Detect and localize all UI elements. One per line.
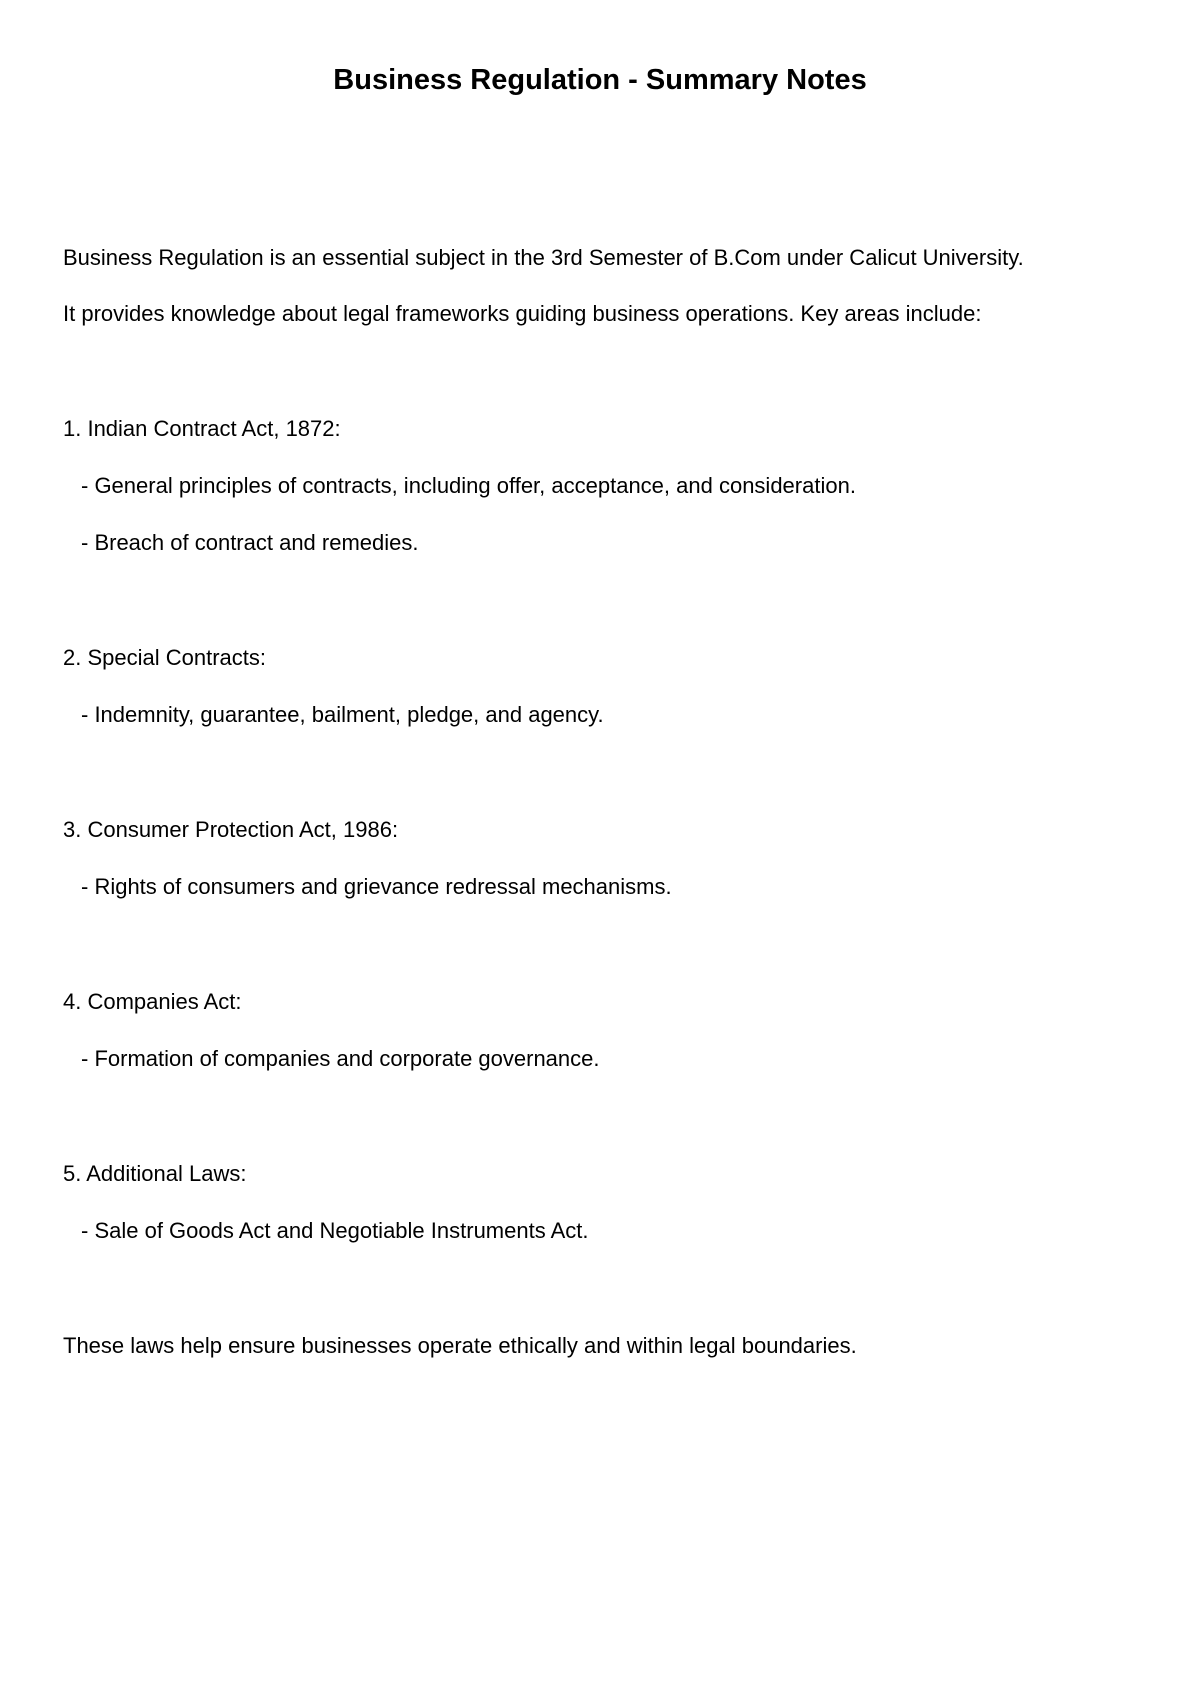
section-1-point-2: - Breach of contract and remedies. bbox=[81, 530, 419, 555]
section-2-point-1: - Indemnity, guarantee, bailment, pledge, and agency. bbox=[81, 702, 604, 727]
section-heading-1: 1. Indian Contract Act, 1872: bbox=[63, 416, 341, 441]
conclusion-line: These laws help ensure businesses operate ethically and within legal boundaries. bbox=[63, 1333, 857, 1358]
section-5-point-1: - Sale of Goods Act and Negotiable Instruments Act. bbox=[81, 1218, 589, 1243]
document-title: Business Regulation - Summary Notes bbox=[333, 64, 867, 96]
section-heading-2: 2. Special Contracts: bbox=[63, 645, 266, 670]
intro-line-2: It provides knowledge about legal frameworks guiding business operations. Key areas include: bbox=[63, 301, 982, 326]
section-heading-4: 4. Companies Act: bbox=[63, 989, 242, 1014]
section-4-point-1: - Formation of companies and corporate governance. bbox=[81, 1046, 600, 1071]
section-heading-3: 3. Consumer Protection Act, 1986: bbox=[63, 817, 399, 842]
section-heading-5: 5. Additional Laws: bbox=[63, 1161, 247, 1186]
section-3-point-1: - Rights of consumers and grievance redressal mechanisms. bbox=[81, 874, 672, 899]
section-1-point-1: - General principles of contracts, including offer, acceptance, and consideration. bbox=[81, 473, 856, 498]
intro-line-1: Business Regulation is an essential subject in the 3rd Semester of B.Com under Calicut University. bbox=[63, 245, 1024, 270]
